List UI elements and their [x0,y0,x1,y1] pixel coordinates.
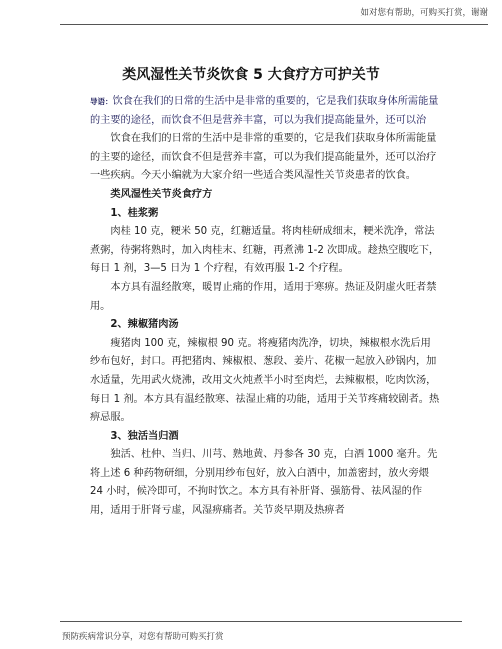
recipe-heading: 3、独活当归酒 [110,430,179,442]
footer-note: 预防疾病常识分享，对您有帮助可购买打赏 [62,632,224,642]
recipe-paragraph: 本方具有温经散寒，暖胃止痛的作用，适用于寒痹。热证及阴虚火旺者禁用。 [90,281,437,312]
article-body [90,93,440,521]
header-divider [60,24,488,25]
recipe-paragraph: 肉桂 10 克，粳米 50 克，红糖适量。将肉桂研成细末，粳米洗净，常法煮粥，待粥将熟时，加入肉桂末、红糖，再煮沸 1-2 次即成。趁热空腹吃下，每日 1 剂，3—5 日为 1 个疗程，有效再服 1-2 个疗程。 [90,226,440,275]
recipe-paragraph: 独活、杜仲、当归、川芎、熟地黄、丹参各 30 克，白酒 1000 毫升。先将上述 6 种药物研细，分别用纱布包好，放入白酒中，加盖密封，放火旁煨 24 小时，候冷即可，不拘时饮之。本方具有补肝肾、强筋骨、祛风湿的作用，适用于肝肾亏虚，风湿痹痛者。关节炎早期及热痹者 [90,449,438,517]
recipe-paragraph: 瘦猪肉 100 克，辣椒根 90 克。将瘦猪肉洗净，切块，辣椒根水洗后用纱布包好，封口。再把猪肉、辣椒根、葱段、姜片、花椒一起放入砂锅内，加水适量，先用武火烧沸，改用文火炖煮半小时至肉烂，去辣椒根，吃肉饮汤，每日 1 剂。本方具有温经散寒、祛湿止痛的功能，适用于关节疼痛较剧者。热痹忌服。 [90,337,440,424]
page-title: 类风湿性关节炎饮食 5 大食疗方可护关节 [122,67,380,83]
recipe-heading: 1、桂浆粥 [110,207,159,219]
intro-paragraph: 饮食在我们的日常的生活中是非常的重要的，它是我们获取身体所需能量的主要的途径，而饮食不但是营养丰富，可以为我们提高能量外，还可以治疗一些疾病。今天小编就为大家介绍一些适合类风湿性关节炎患者的饮食。 [90,133,437,182]
header-note: 如对您有帮助，可购买打赏，谢谢 [360,8,488,18]
recipe-heading: 2、辣椒猪肉汤 [110,319,179,331]
footer-divider [60,621,462,622]
lead-text: 饮食在我们的日常的生活中是非常的重要的，它是我们获取身体所需能量的主要的途径，而饮食不但是营养丰富，可以为我们提高能量外，还可以治 [90,96,439,126]
lead-paragraph [90,93,440,130]
section-heading: 类风湿性关节炎食疗方 [110,188,213,200]
lead-label: 导语： [90,97,113,106]
